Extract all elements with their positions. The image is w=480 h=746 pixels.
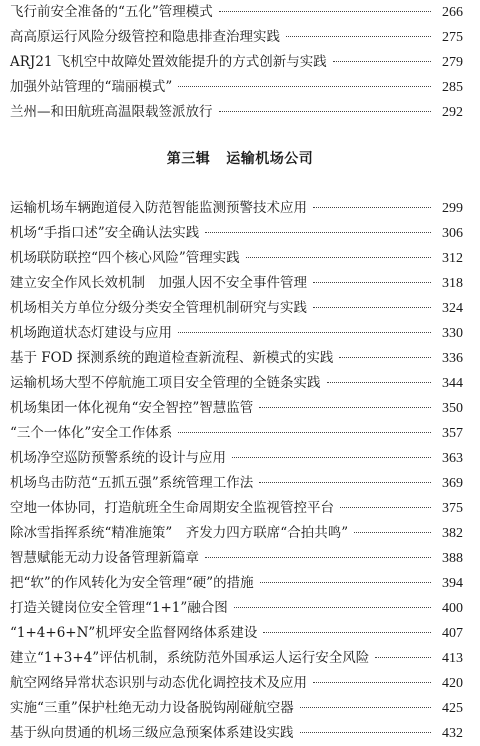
toc-entry[interactable] [0, 721, 480, 746]
toc-entry-title: 运输机场大型不停航施工项目安全管理的全链条实践 [10, 375, 321, 391]
toc-entry-page: 318 [442, 276, 463, 291]
section-heading [0, 148, 480, 168]
toc-entry[interactable] [0, 321, 480, 346]
dot-leader [313, 206, 431, 208]
toc-entry-page: 266 [442, 5, 463, 20]
toc-entry-title: 把“软”的作风转化为安全管理“硬”的措施 [10, 575, 254, 591]
toc-entry[interactable] [0, 271, 480, 296]
dot-leader [178, 85, 431, 87]
toc-entry-page: 375 [442, 501, 463, 516]
toc-entry-title: 基于纵向贯通的机场三级应急预案体系建设实践 [10, 725, 294, 741]
toc-entry[interactable] [0, 396, 480, 421]
toc-entry-page: 420 [442, 676, 463, 691]
toc-entry[interactable] [0, 546, 480, 571]
toc-entry[interactable] [0, 646, 480, 671]
toc-entry-title: 智慧赋能无动力设备管理新篇章 [10, 550, 199, 566]
toc-entry[interactable] [0, 496, 480, 521]
toc-entry[interactable] [0, 471, 480, 496]
toc-entry-title: 建立“1+3+4”评估机制，系统防范外国承运人运行安全风险 [10, 650, 370, 666]
toc-entry[interactable] [0, 25, 480, 50]
toc-entry-title: 机场鸟击防范“五抓五强”系统管理工作法 [10, 475, 254, 491]
toc-entry[interactable] [0, 521, 480, 546]
toc-entry-title: 机场跑道状态灯建设与应用 [10, 325, 172, 341]
toc-entry-title: 除冰雪指挥系统“精准施策” 齐发力四方联席“合拍共鸣” [10, 525, 349, 541]
dot-leader [340, 506, 431, 508]
section-name: 运输机场公司 [226, 151, 314, 167]
toc-entry[interactable] [0, 696, 480, 721]
toc-entry-title: 运输机场车辆跑道侵入防范智能监测预警技术应用 [10, 200, 307, 216]
toc-entry[interactable] [0, 221, 480, 246]
toc-entry-page: 312 [442, 251, 463, 266]
toc-list-bottom [0, 196, 480, 746]
toc-entry[interactable] [0, 296, 480, 321]
dot-leader [260, 581, 431, 583]
dot-leader [333, 60, 431, 62]
dot-leader [232, 456, 431, 458]
dot-leader [300, 731, 432, 733]
toc-entry[interactable] [0, 346, 480, 371]
toc-entry-title: “1+4+6+N”机坪安全监督网络体系建设 [10, 625, 258, 641]
dot-leader [246, 256, 431, 258]
toc-entry[interactable] [0, 571, 480, 596]
toc-entry-page: 344 [442, 376, 463, 391]
toc-entry[interactable] [0, 446, 480, 471]
dot-leader [205, 556, 431, 558]
dot-leader [313, 281, 431, 283]
toc-entry[interactable] [0, 421, 480, 446]
toc-entry-title: 实施“三重”保护杜绝无动力设备脱钩剐碰航空器 [10, 700, 294, 716]
dot-leader [219, 110, 432, 112]
dot-leader [339, 356, 431, 358]
toc-entry-page: 363 [442, 451, 463, 466]
toc-entry[interactable] [0, 75, 480, 100]
dot-leader [178, 331, 431, 333]
toc-entry[interactable] [0, 371, 480, 396]
dot-leader [354, 531, 431, 533]
toc-entry-title: 空地一体协同，打造航班全生命周期安全监视管控平台 [10, 500, 334, 516]
toc-entry[interactable] [0, 621, 480, 646]
toc-entry-title: 机场集团一体化视角“安全智控”智慧监管 [10, 400, 254, 416]
dot-leader [375, 656, 431, 658]
toc-entry-title: 建立安全作风长效机制 加强人因不安全事件管理 [10, 275, 307, 291]
toc-entry-page: 330 [442, 326, 463, 341]
toc-entry-page: 279 [442, 55, 463, 70]
toc-entry-title: 高高原运行风险分级管控和隐患排查治理实践 [10, 29, 280, 45]
toc-entry-title: 机场相关方单位分级分类安全管理机制研究与实践 [10, 300, 307, 316]
dot-leader [263, 631, 431, 633]
toc-entry-page: 394 [442, 576, 463, 591]
toc-entry-page: 369 [442, 476, 463, 491]
dot-leader [219, 10, 431, 12]
toc-entry-page: 400 [442, 601, 463, 616]
toc-entry-page: 324 [442, 301, 463, 316]
toc-entry-page: 306 [442, 226, 463, 241]
toc-entry-title: 基于 FOD 探测系统的跑道检查新流程、新模式的实践 [10, 350, 334, 366]
toc-entry-page: 292 [442, 105, 463, 120]
toc-entry-page: 425 [442, 701, 463, 716]
toc-entry-page: 336 [442, 351, 463, 366]
toc-entry-page: 350 [442, 401, 463, 416]
toc-entry[interactable] [0, 100, 480, 125]
toc-entry-title: 机场联防联控“四个核心风险”管理实践 [10, 250, 240, 266]
toc-entry-page: 432 [442, 726, 463, 741]
dot-leader [259, 406, 431, 408]
toc-entry[interactable] [0, 596, 480, 621]
toc-entry-title: 机场净空巡防预警系统的设计与应用 [10, 450, 226, 466]
dot-leader [234, 606, 431, 608]
dot-leader [313, 681, 431, 683]
toc-entry-title: 机场“手指口述”安全确认法实践 [10, 225, 200, 241]
toc-entry-page: 388 [442, 551, 463, 566]
toc-entry-title: 加强外站管理的“瑞丽模式” [10, 79, 173, 95]
toc-entry-title: “三个一体化”安全工作体系 [10, 425, 173, 441]
dot-leader [259, 481, 431, 483]
section-number: 第三辑 [166, 151, 211, 167]
toc-entry[interactable] [0, 196, 480, 221]
toc-entry-page: 275 [442, 30, 463, 45]
toc-entry[interactable] [0, 246, 480, 271]
toc-entry[interactable] [0, 0, 480, 25]
toc-entry-page: 382 [442, 526, 463, 541]
toc-entry-page: 299 [442, 201, 463, 216]
toc-entry-title: 飞行前安全准备的“五化”管理模式 [10, 4, 213, 20]
dot-leader [327, 381, 432, 383]
toc-entry-page: 285 [442, 80, 463, 95]
toc-entry[interactable] [0, 50, 480, 75]
toc-entry-title: 打造关键岗位安全管理“1+1”融合图 [10, 600, 228, 616]
toc-entry-title: 航空网络异常状态识别与动态优化调控技术及应用 [10, 675, 307, 691]
dot-leader [178, 431, 431, 433]
toc-list-top [0, 0, 480, 125]
toc-entry-title: ARJ21 飞机空中故障处置效能提升的方式创新与实践 [10, 54, 327, 70]
toc-entry-page: 413 [442, 651, 463, 666]
dot-leader [300, 706, 431, 708]
toc-entry[interactable] [0, 671, 480, 696]
toc-entry-page: 357 [442, 426, 463, 441]
dot-leader [286, 35, 431, 37]
dot-leader [313, 306, 431, 308]
toc-entry-title: 兰州—和田航班高温限载签派放行 [10, 104, 213, 120]
dot-leader [205, 231, 431, 233]
toc-entry-page: 407 [442, 626, 463, 641]
